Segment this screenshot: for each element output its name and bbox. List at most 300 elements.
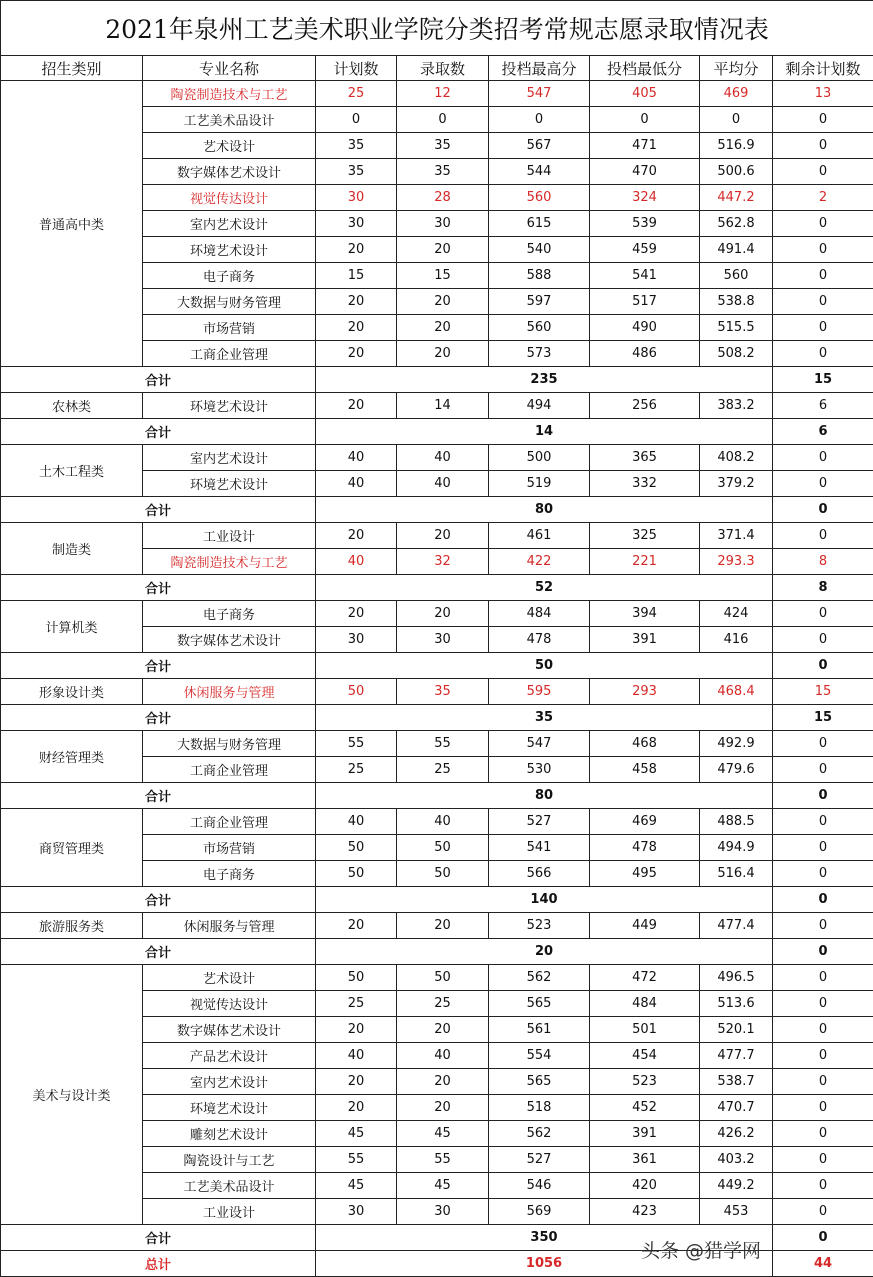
max-score-cell: 546	[489, 1173, 590, 1199]
max-score-cell: 569	[489, 1199, 590, 1225]
subtotal-row	[1, 939, 873, 965]
subtotal-row	[1, 367, 873, 393]
plan-cell: 40	[316, 445, 397, 471]
column-header: 计划数	[316, 56, 397, 81]
plan-cell: 50	[316, 965, 397, 991]
admitted-cell: 25	[397, 991, 489, 1017]
max-score-cell: 518	[489, 1095, 590, 1121]
admitted-cell: 30	[397, 627, 489, 653]
min-score-cell: 495	[590, 861, 700, 887]
subtotal-admitted: 350	[316, 1225, 773, 1251]
major-cell: 大数据与财务管理	[143, 289, 316, 315]
subtotal-label: 合计	[1, 887, 316, 913]
min-score-cell: 449	[590, 913, 700, 939]
avg-score-cell: 538.8	[700, 289, 773, 315]
subtotal-admitted: 80	[316, 783, 773, 809]
max-score-cell: 565	[489, 991, 590, 1017]
avg-score-cell: 469	[700, 81, 773, 107]
remaining-cell: 0	[773, 107, 873, 133]
column-header: 投档最高分	[489, 56, 590, 81]
major-cell: 室内艺术设计	[143, 1069, 316, 1095]
major-cell: 陶瓷制造技术与工艺	[143, 81, 316, 107]
plan-cell: 20	[316, 1069, 397, 1095]
remaining-cell: 0	[773, 263, 873, 289]
max-score-cell: 597	[489, 289, 590, 315]
plan-cell: 15	[316, 263, 397, 289]
plan-cell: 0	[316, 107, 397, 133]
watermark: 头条 @猎学网	[640, 1240, 761, 1262]
min-score-cell: 452	[590, 1095, 700, 1121]
plan-cell: 30	[316, 627, 397, 653]
max-score-cell: 494	[489, 393, 590, 419]
major-cell: 工业设计	[143, 523, 316, 549]
header-row	[1, 56, 873, 81]
table-row	[1, 81, 873, 107]
avg-score-cell: 538.7	[700, 1069, 773, 1095]
admitted-cell: 12	[397, 81, 489, 107]
min-score-cell: 486	[590, 341, 700, 367]
column-header: 专业名称	[143, 56, 316, 81]
admitted-cell: 40	[397, 1043, 489, 1069]
remaining-cell: 0	[773, 211, 873, 237]
min-score-cell: 470	[590, 159, 700, 185]
avg-score-cell: 515.5	[700, 315, 773, 341]
admitted-cell: 50	[397, 965, 489, 991]
remaining-cell: 0	[773, 341, 873, 367]
remaining-cell: 0	[773, 835, 873, 861]
min-score-cell: 394	[590, 601, 700, 627]
admitted-cell: 20	[397, 1017, 489, 1043]
table-row	[1, 731, 873, 757]
avg-score-cell: 508.2	[700, 341, 773, 367]
min-score-cell: 256	[590, 393, 700, 419]
major-cell: 环境艺术设计	[143, 1095, 316, 1121]
min-score-cell: 472	[590, 965, 700, 991]
table-row	[1, 393, 873, 419]
plan-cell: 30	[316, 211, 397, 237]
min-score-cell: 454	[590, 1043, 700, 1069]
avg-score-cell: 453	[700, 1199, 773, 1225]
admitted-cell: 45	[397, 1173, 489, 1199]
avg-score-cell: 560	[700, 263, 773, 289]
admitted-cell: 20	[397, 289, 489, 315]
remaining-cell: 0	[773, 1069, 873, 1095]
admitted-cell: 20	[397, 913, 489, 939]
min-score-cell: 539	[590, 211, 700, 237]
subtotal-admitted: 20	[316, 939, 773, 965]
min-score-cell: 523	[590, 1069, 700, 1095]
remaining-cell: 0	[773, 809, 873, 835]
min-score-cell: 458	[590, 757, 700, 783]
admitted-cell: 50	[397, 861, 489, 887]
remaining-cell: 0	[773, 757, 873, 783]
remaining-cell: 0	[773, 601, 873, 627]
avg-score-cell: 562.8	[700, 211, 773, 237]
subtotal-admitted: 35	[316, 705, 773, 731]
column-header: 录取数	[397, 56, 489, 81]
major-cell: 工商企业管理	[143, 341, 316, 367]
subtotal-label: 合计	[1, 939, 316, 965]
table-row	[1, 809, 873, 835]
min-score-cell: 391	[590, 627, 700, 653]
table-row	[1, 913, 873, 939]
subtotal-remaining: 0	[773, 939, 873, 965]
major-cell: 工艺美术品设计	[143, 1173, 316, 1199]
avg-score-cell: 383.2	[700, 393, 773, 419]
avg-score-cell: 492.9	[700, 731, 773, 757]
max-score-cell: 484	[489, 601, 590, 627]
avg-score-cell: 494.9	[700, 835, 773, 861]
avg-score-cell: 379.2	[700, 471, 773, 497]
min-score-cell: 365	[590, 445, 700, 471]
plan-cell: 25	[316, 81, 397, 107]
admitted-cell: 0	[397, 107, 489, 133]
min-score-cell: 0	[590, 107, 700, 133]
major-cell: 环境艺术设计	[143, 393, 316, 419]
admitted-cell: 35	[397, 133, 489, 159]
min-score-cell: 517	[590, 289, 700, 315]
plan-cell: 35	[316, 159, 397, 185]
plan-cell: 30	[316, 185, 397, 211]
plan-cell: 40	[316, 1043, 397, 1069]
remaining-cell: 0	[773, 861, 873, 887]
max-score-cell: 561	[489, 1017, 590, 1043]
avg-score-cell: 491.4	[700, 237, 773, 263]
max-score-cell: 478	[489, 627, 590, 653]
avg-score-cell: 520.1	[700, 1017, 773, 1043]
category-cell: 商贸管理类	[1, 809, 143, 887]
plan-cell: 20	[316, 601, 397, 627]
max-score-cell: 547	[489, 731, 590, 757]
max-score-cell: 547	[489, 81, 590, 107]
major-cell: 陶瓷设计与工艺	[143, 1147, 316, 1173]
avg-score-cell: 488.5	[700, 809, 773, 835]
max-score-cell: 565	[489, 1069, 590, 1095]
category-cell: 土木工程类	[1, 445, 143, 497]
remaining-cell: 0	[773, 991, 873, 1017]
subtotal-remaining: 0	[773, 497, 873, 523]
major-cell: 陶瓷制造技术与工艺	[143, 549, 316, 575]
admitted-cell: 40	[397, 471, 489, 497]
avg-score-cell: 479.6	[700, 757, 773, 783]
plan-cell: 20	[316, 237, 397, 263]
max-score-cell: 519	[489, 471, 590, 497]
min-score-cell: 541	[590, 263, 700, 289]
max-score-cell: 554	[489, 1043, 590, 1069]
subtotal-remaining: 6	[773, 419, 873, 445]
avg-score-cell: 477.7	[700, 1043, 773, 1069]
subtotal-label: 合计	[1, 419, 316, 445]
plan-cell: 40	[316, 471, 397, 497]
max-score-cell: 461	[489, 523, 590, 549]
min-score-cell: 405	[590, 81, 700, 107]
table-row	[1, 679, 873, 705]
subtotal-label: 合计	[1, 705, 316, 731]
major-cell: 市场营销	[143, 315, 316, 341]
plan-cell: 20	[316, 289, 397, 315]
min-score-cell: 501	[590, 1017, 700, 1043]
min-score-cell: 420	[590, 1173, 700, 1199]
total-admitted: 1056	[316, 1251, 773, 1277]
major-cell: 艺术设计	[143, 965, 316, 991]
avg-score-cell: 293.3	[700, 549, 773, 575]
max-score-cell: 422	[489, 549, 590, 575]
avg-score-cell: 516.4	[700, 861, 773, 887]
category-cell: 计算机类	[1, 601, 143, 653]
max-score-cell: 566	[489, 861, 590, 887]
major-cell: 艺术设计	[143, 133, 316, 159]
column-header: 剩余计划数	[773, 56, 873, 81]
remaining-cell: 0	[773, 1017, 873, 1043]
remaining-cell: 0	[773, 913, 873, 939]
remaining-cell: 0	[773, 1147, 873, 1173]
category-cell: 普通高中类	[1, 81, 143, 367]
subtotal-admitted: 235	[316, 367, 773, 393]
major-cell: 工商企业管理	[143, 809, 316, 835]
plan-cell: 55	[316, 1147, 397, 1173]
major-cell: 雕刻艺术设计	[143, 1121, 316, 1147]
total-label: 总计	[1, 1251, 316, 1277]
category-cell: 形象设计类	[1, 679, 143, 705]
avg-score-cell: 496.5	[700, 965, 773, 991]
admitted-cell: 20	[397, 237, 489, 263]
max-score-cell: 541	[489, 835, 590, 861]
subtotal-remaining: 15	[773, 367, 873, 393]
avg-score-cell: 449.2	[700, 1173, 773, 1199]
major-cell: 市场营销	[143, 835, 316, 861]
avg-score-cell: 447.2	[700, 185, 773, 211]
subtotal-label: 合计	[1, 367, 316, 393]
max-score-cell: 527	[489, 1147, 590, 1173]
max-score-cell: 540	[489, 237, 590, 263]
min-score-cell: 471	[590, 133, 700, 159]
admitted-cell: 20	[397, 315, 489, 341]
avg-score-cell: 408.2	[700, 445, 773, 471]
subtotal-admitted: 52	[316, 575, 773, 601]
admitted-cell: 20	[397, 1095, 489, 1121]
plan-cell: 20	[316, 315, 397, 341]
min-score-cell: 325	[590, 523, 700, 549]
subtotal-label: 合计	[1, 653, 316, 679]
max-score-cell: 615	[489, 211, 590, 237]
major-cell: 工业设计	[143, 1199, 316, 1225]
remaining-cell: 0	[773, 289, 873, 315]
remaining-cell: 0	[773, 1199, 873, 1225]
remaining-cell: 2	[773, 185, 873, 211]
major-cell: 室内艺术设计	[143, 211, 316, 237]
max-score-cell: 573	[489, 341, 590, 367]
total-remaining: 44	[773, 1251, 873, 1277]
plan-cell: 25	[316, 991, 397, 1017]
remaining-cell: 0	[773, 471, 873, 497]
admitted-cell: 35	[397, 679, 489, 705]
subtotal-admitted: 140	[316, 887, 773, 913]
min-score-cell: 361	[590, 1147, 700, 1173]
admitted-cell: 20	[397, 523, 489, 549]
category-cell: 农林类	[1, 393, 143, 419]
admitted-cell: 35	[397, 159, 489, 185]
major-cell: 电子商务	[143, 861, 316, 887]
plan-cell: 50	[316, 861, 397, 887]
subtotal-row	[1, 497, 873, 523]
plan-cell: 20	[316, 913, 397, 939]
max-score-cell: 530	[489, 757, 590, 783]
subtotal-label: 合计	[1, 497, 316, 523]
admitted-cell: 40	[397, 445, 489, 471]
max-score-cell: 527	[489, 809, 590, 835]
avg-score-cell: 468.4	[700, 679, 773, 705]
category-cell: 旅游服务类	[1, 913, 143, 939]
admitted-cell: 32	[397, 549, 489, 575]
avg-score-cell: 416	[700, 627, 773, 653]
plan-cell: 20	[316, 1017, 397, 1043]
remaining-cell: 0	[773, 1121, 873, 1147]
avg-score-cell: 426.2	[700, 1121, 773, 1147]
avg-score-cell: 516.9	[700, 133, 773, 159]
subtotal-remaining: 0	[773, 783, 873, 809]
subtotal-row	[1, 419, 873, 445]
min-score-cell: 469	[590, 809, 700, 835]
max-score-cell: 560	[489, 315, 590, 341]
subtotal-remaining: 15	[773, 705, 873, 731]
admitted-cell: 30	[397, 211, 489, 237]
admitted-cell: 25	[397, 757, 489, 783]
major-cell: 产品艺术设计	[143, 1043, 316, 1069]
subtotal-label: 合计	[1, 575, 316, 601]
subtotal-row	[1, 887, 873, 913]
subtotal-admitted: 14	[316, 419, 773, 445]
min-score-cell: 484	[590, 991, 700, 1017]
remaining-cell: 0	[773, 445, 873, 471]
major-cell: 视觉传达设计	[143, 185, 316, 211]
plan-cell: 50	[316, 679, 397, 705]
plan-cell: 45	[316, 1173, 397, 1199]
avg-score-cell: 371.4	[700, 523, 773, 549]
subtotal-remaining: 0	[773, 653, 873, 679]
plan-cell: 40	[316, 549, 397, 575]
admitted-cell: 45	[397, 1121, 489, 1147]
category-cell: 制造类	[1, 523, 143, 575]
remaining-cell: 0	[773, 627, 873, 653]
plan-cell: 55	[316, 731, 397, 757]
max-score-cell: 567	[489, 133, 590, 159]
column-header: 招生类别	[1, 56, 143, 81]
admitted-cell: 30	[397, 1199, 489, 1225]
plan-cell: 45	[316, 1121, 397, 1147]
remaining-cell: 0	[773, 133, 873, 159]
min-score-cell: 221	[590, 549, 700, 575]
max-score-cell: 544	[489, 159, 590, 185]
major-cell: 休闲服务与管理	[143, 913, 316, 939]
plan-cell: 20	[316, 393, 397, 419]
avg-score-cell: 500.6	[700, 159, 773, 185]
max-score-cell: 562	[489, 1121, 590, 1147]
major-cell: 工商企业管理	[143, 757, 316, 783]
table-row	[1, 523, 873, 549]
category-cell: 美术与设计类	[1, 965, 143, 1225]
admitted-cell: 15	[397, 263, 489, 289]
admitted-cell: 40	[397, 809, 489, 835]
subtotal-row	[1, 783, 873, 809]
remaining-cell: 15	[773, 679, 873, 705]
plan-cell: 30	[316, 1199, 397, 1225]
plan-cell: 20	[316, 1095, 397, 1121]
major-cell: 环境艺术设计	[143, 471, 316, 497]
remaining-cell: 0	[773, 523, 873, 549]
max-score-cell: 523	[489, 913, 590, 939]
admitted-cell: 20	[397, 1069, 489, 1095]
max-score-cell: 0	[489, 107, 590, 133]
major-cell: 工艺美术品设计	[143, 107, 316, 133]
min-score-cell: 332	[590, 471, 700, 497]
column-header: 投档最低分	[590, 56, 700, 81]
remaining-cell: 0	[773, 1043, 873, 1069]
plan-cell: 20	[316, 523, 397, 549]
table-row	[1, 965, 873, 991]
avg-score-cell: 513.6	[700, 991, 773, 1017]
admitted-cell: 14	[397, 393, 489, 419]
min-score-cell: 490	[590, 315, 700, 341]
major-cell: 环境艺术设计	[143, 237, 316, 263]
subtotal-label: 合计	[1, 783, 316, 809]
major-cell: 休闲服务与管理	[143, 679, 316, 705]
table-row	[1, 445, 873, 471]
max-score-cell: 595	[489, 679, 590, 705]
table-title: 2021年泉州工艺美术职业学院分类招考常规志愿录取情况表	[1, 1, 873, 56]
subtotal-remaining: 0	[773, 1225, 873, 1251]
avg-score-cell: 424	[700, 601, 773, 627]
remaining-cell: 13	[773, 81, 873, 107]
max-score-cell: 560	[489, 185, 590, 211]
plan-cell: 50	[316, 835, 397, 861]
remaining-cell: 0	[773, 237, 873, 263]
major-cell: 电子商务	[143, 601, 316, 627]
min-score-cell: 391	[590, 1121, 700, 1147]
major-cell: 室内艺术设计	[143, 445, 316, 471]
remaining-cell: 8	[773, 549, 873, 575]
avg-score-cell: 470.7	[700, 1095, 773, 1121]
major-cell: 大数据与财务管理	[143, 731, 316, 757]
min-score-cell: 459	[590, 237, 700, 263]
min-score-cell: 293	[590, 679, 700, 705]
remaining-cell: 0	[773, 731, 873, 757]
plan-cell: 40	[316, 809, 397, 835]
remaining-cell: 0	[773, 315, 873, 341]
max-score-cell: 562	[489, 965, 590, 991]
max-score-cell: 500	[489, 445, 590, 471]
min-score-cell: 324	[590, 185, 700, 211]
subtotal-admitted: 80	[316, 497, 773, 523]
remaining-cell: 0	[773, 1095, 873, 1121]
category-cell: 财经管理类	[1, 731, 143, 783]
remaining-cell: 0	[773, 1173, 873, 1199]
remaining-cell: 0	[773, 159, 873, 185]
major-cell: 数字媒体艺术设计	[143, 1017, 316, 1043]
subtotal-remaining: 0	[773, 887, 873, 913]
major-cell: 数字媒体艺术设计	[143, 159, 316, 185]
major-cell: 视觉传达设计	[143, 991, 316, 1017]
plan-cell: 35	[316, 133, 397, 159]
avg-score-cell: 0	[700, 107, 773, 133]
admitted-cell: 20	[397, 601, 489, 627]
admitted-cell: 55	[397, 731, 489, 757]
subtotal-label: 合计	[1, 1225, 316, 1251]
max-score-cell: 588	[489, 263, 590, 289]
major-cell: 数字媒体艺术设计	[143, 627, 316, 653]
subtotal-row	[1, 575, 873, 601]
plan-cell: 25	[316, 757, 397, 783]
admitted-cell: 50	[397, 835, 489, 861]
